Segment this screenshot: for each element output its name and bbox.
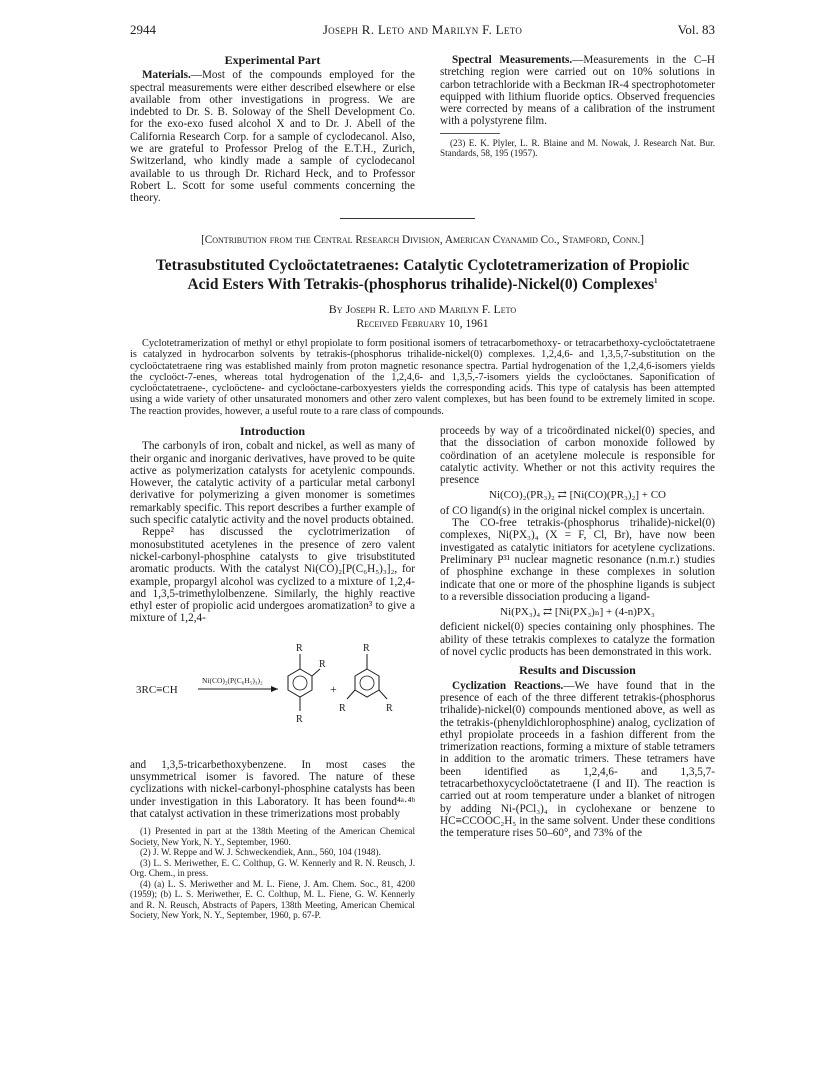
title-footnote-ref: 1 xyxy=(654,276,658,285)
ring-1-aromatic-circle xyxy=(293,676,307,690)
scheme-catalyst: Ni(CO)₂(P(C₆H₅)₃)₂ xyxy=(202,675,263,685)
benzene-ring-2 xyxy=(355,669,379,697)
spectral-text: —Measurements in the C–H stretching region were carried out on 10% solutions in carbon tetrachloride with a Beckman IR-4 spectrophotometer equipped with lithium fluoride optics. Observed frequencies were corrected by means of a calibration of the instrument with a polystyrene film. xyxy=(440,54,715,128)
right-paragraph-4: deficient nickel(0) species containing only phosphines. The ability of these tetrakis complexes to catalyze the formation of novel cyclic products has been demonstrated in this work. xyxy=(440,621,715,659)
intro-paragraph-3: and 1,3,5-tricarbethoxybenzene. In most cases the unsymmetrical isomer is favored. The nature of these cyclizations with nickel-carbonyl-phosphine catalysts has been under investigation in this Laboratory. It has been found⁴ᵃ·⁴ᵇ that catalyst activation in these trimerizations most probably xyxy=(130,758,415,820)
ring-2-aromatic-circle xyxy=(360,676,374,690)
reaction-arrowhead xyxy=(271,686,278,692)
materials-text: —Most of the compounds employed for the spectral measurements were either described elsewhere or else available from other investigations in progress. We are indebted to Dr. S. B. Soloway of the Shell Development Co. for the exo-exo fused alcohol X and to Dr. J. Abell of the California Research Corp. for a sample of cyclodecanol. Also, we are grateful to Professor Prelog of the E.T.H., Zurich, Switzerland, who kindly made a sample of cyclodecanol available to us through Dr. Richard Heck, and to Professor Robert L. Scott for some useful comments concerning the theory. xyxy=(130,69,415,205)
ring-1-substituent-top: R xyxy=(296,642,303,654)
materials-runin: Materials. xyxy=(142,69,191,82)
right-paragraph-1: proceeds by way of a tricoördinated nickel(0) species, and that the dissociation of carbon monoxide followed by coördination of an acetylene molecule is responsible for catalytic activity. Whether or not this activity requires the presence xyxy=(440,425,715,487)
running-head-authors: Joseph R. Leto and Marilyn F. Leto xyxy=(322,22,523,37)
reaction-scheme xyxy=(130,627,415,757)
results-heading: Results and Discussion xyxy=(519,663,636,678)
article-title xyxy=(130,256,715,294)
experimental-heading: Experimental Part xyxy=(224,53,321,67)
ring-2-substituent-left: R xyxy=(339,702,346,714)
volume-label: Vol. 83 xyxy=(677,22,715,37)
spectral-runin: Spectral Measurements. xyxy=(452,54,573,66)
ring-2-substituent-right: R xyxy=(386,702,393,714)
equation-2: Ni(PX₃)₄ ⇄ [Ni(PX₃)ₙ] + (4-n)PX₃ xyxy=(500,606,655,619)
abstract: Cyclotetramerization of methyl or ethyl propiolate to form positional isomers of tetracarbomethoxy- or tetracarbethoxy-cycloöctatetraene is catalyzed in hydrocarbon solvents by tetrakis-(phosphorus trihalide-nickel(0) complexes. 1,2,4,6- and 1,3,5,7-substitution on the cycloöctatetraene ring was established mainly from proton magnetic resonance spectra. Partial hydrogenation of the 1,2,4,6-isomers yields the cycloöct-7-enes, whereas total hydrogenation of the 1,2,4,6- and 1,3,5,-7-isomers yields the cycloöctanes. Saponification of cycloöctatetraene-, cycloöctene- and cycloöctane-carboxyesters yields the corresponding acids. This type of catalysis has been attempted using a wide variety of other unsaturated monomers and other zero valent complexes, but has been found to be extremely limited in scope. The reaction provides, however, a useful route to a rare class of compounds. xyxy=(130,338,715,417)
right-paragraph-3: The CO-free tetrakis-(phosphorus trihalide)-nickel(0) complexes, Ni(PX₃)₄ (X = F, Cl, Br), have now been investigated as catalytic initiators for acetylene cyclizations. Preliminary P³¹ nuclear magnetic resonance (n.m.r.) studies of phosphine exchange in these complexes in solution indicate that one or more of the phosphine ligands is subject to a reversible dissociation producing a ligand- xyxy=(440,517,715,603)
equation-1: Ni(CO)₂(PR₃)₂ ⇄ [Ni(CO)(PR₃)₂] + CO xyxy=(489,489,666,502)
ring-2-bond-lower-right xyxy=(379,690,387,699)
ring-2-bond-lower-left xyxy=(347,690,355,699)
page-number: 2944 xyxy=(130,22,156,37)
contribution-line: [Contribution from the Central Research Division, American Cyanamid Co., Stamford, Conn.] xyxy=(201,234,644,246)
footnote-4: (4) (a) L. S. Meriwether and M. L. Fiene, J. Am. Chem. Soc., 81, 4200 (1959); (b) L. S. Meriwether, E. C. Colthup, M. L. Fiene, G. W. Kennerly and R. N. Reusch, Abstracts of Papers, 138th Meeting, American Chemical Society, New York, N. Y., September, 1960, p. 67-P. xyxy=(130,878,415,921)
received-date: Received February 10, 1961 xyxy=(356,318,489,330)
article-left-column xyxy=(130,425,415,921)
title-line-2: Acid Esters With Tetrakis-(phosphorus trihalide)-Nickel(0) Complexes xyxy=(187,276,655,293)
footnote-1: (1) Presented in part at the 138th Meeting of the American Chemical Society, New York, N. Y., September, 1960. xyxy=(130,826,415,847)
byline: By Joseph R. Leto and Marilyn F. Leto xyxy=(328,302,517,316)
footnote-rule xyxy=(440,133,500,134)
footnote-23: (23) E. K. Plyler, L. R. Blaine and M. Nowak, J. Research Nat. Bur. Standards, 58, 195 (1957). xyxy=(440,137,715,159)
ring-1-bond-upper-right xyxy=(312,669,320,676)
footnote-2: (2) J. W. Reppe and W. J. Schweckendiek, Ann., 560, 104 (1948). xyxy=(140,847,381,858)
ring-1-substituent-bottom: R xyxy=(296,713,303,725)
right-paragraph-2: of CO ligand(s) in the original nickel complex is uncertain. xyxy=(440,504,705,517)
footnote-3: (3) L. S. Meriwether, E. C. Colthup, G. W. Kennerly and R. N. Reusch, J. Org. Chem., in press. xyxy=(130,857,415,879)
prev-article-left-column xyxy=(130,54,415,205)
reaction-scheme-drawing xyxy=(130,627,415,757)
running-head xyxy=(130,22,715,42)
cyclization-runin: Cyclization Reactions. xyxy=(452,679,564,692)
ring-2-substituent-top: R xyxy=(363,642,370,654)
scheme-reactant: 3RC≡CH xyxy=(136,683,178,696)
intro-paragraph-1: The carbonyls of iron, cobalt and nickel, as well as many of their organic and inorganic derivatives, have proved to be quite active as polymerization catalysts for acetylenic compounds. However, the catalytic activity of a particular metal carbonyl derivative for polymerizing a given monomer is sometimes remarkably specific. This report describes a further example of such specific catalytic activity and the novel products obtained. xyxy=(130,440,415,527)
footnotes xyxy=(130,826,415,921)
scheme-plus: + xyxy=(330,681,337,696)
ring-1-substituent-right: R xyxy=(319,658,326,670)
introduction-heading: Introduction xyxy=(239,424,306,438)
prev-article-right-column xyxy=(440,54,715,159)
intro-paragraph-2: Reppe² has discussed the cyclotrimerization of monosubstituted acetylenes in the presence of zero valent nickel-carbonyl-phosphine catalysts to give trisubstituted aromatic products. With the catalyst Ni(CO)₂[P(C₆H₅)₃]₂, for example, propargyl alcohol was cyclized to a mixture of 1,2,4- and 1,3,5-trimethylolbenzene. Similarly, the highly reactive ethyl ester of propiolic acid undergoes aromatization³ to give a mixture of 1,2,4- xyxy=(130,526,415,625)
title-line-1: Tetrasubstituted Cycloöctatetraenes: Catalytic Cyclotetramerization of Propiolic xyxy=(155,257,690,274)
cyclization-text: —We have found that in the presence of each of the three different tetrakis-(phosphorus trihalide)-nickel(0) compounds mentioned above, as well as the tetrakis-(phenyldichlorophosphine) analog, cyclization of ethyl propiolate proceeds in a fashion different from the trimerization reactions, forming a mixture of stable tetramers in addition to the aromatic trimers. These tetramers have been identified as 1,2,4,6- and 1,3,5,7-tetracarbethoxycycloöctatetraene (I and II). The reaction is carried out at room temperature under a blanket of nitrogen by adding Ni-(PCl₃)₄ in cyclohexane or benzene to HC≡CCOOC₂H₅ in the same solvent. Under these conditions the temperature rises 50–60°, and 73% of the xyxy=(440,679,715,840)
article-right-column xyxy=(440,425,715,840)
article-divider xyxy=(340,218,475,219)
benzene-ring-1 xyxy=(288,669,312,697)
